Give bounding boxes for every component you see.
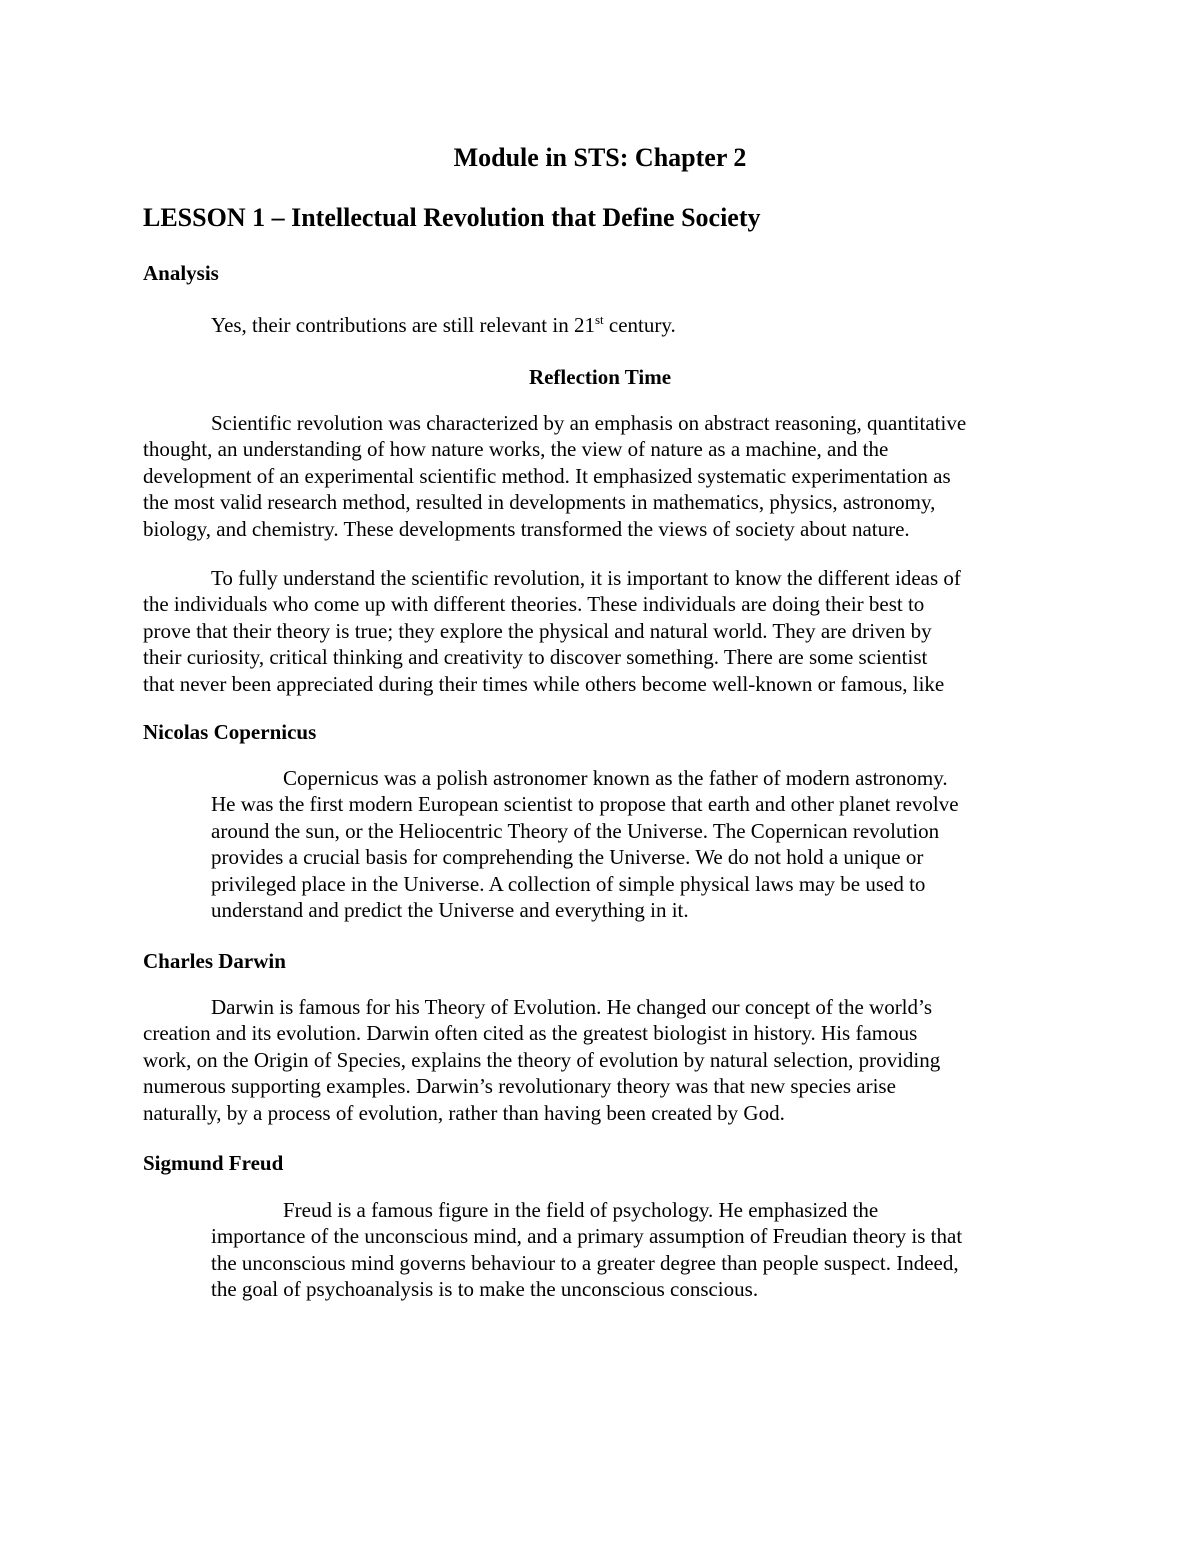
copernicus-heading: Nicolas Copernicus [143,720,317,744]
paragraph-line: the individuals who come up with different theories. These individuals are doing their best to [143,592,925,617]
paragraph-line: their curiosity, critical thinking and creativity to discover something. There are some scientist [143,645,928,670]
paragraph-line: numerous supporting examples. Darwin’s revolutionary theory was that new species arise [143,1074,896,1099]
paragraph-line: To fully understand the scientific revolution, it is important to know the different ideas of [211,566,961,590]
paragraph-line: privileged place in the Universe. A collection of simple physical laws may be used to [211,871,926,896]
freud-paragraph [211,1197,1063,1303]
darwin-paragraph [143,994,1063,1126]
paragraph-line: naturally, by a process of evolution, rather than having been created by God. [143,1100,785,1125]
paragraph-line: Scientific revolution was characterized by an emphasis on abstract reasoning, quantitative [211,411,967,435]
paragraph-line: development of an experimental scientific method. It emphasized systematic experimentation as [143,463,951,488]
paragraph-line: understand and predict the Universe and everything in it. [211,898,689,923]
paragraph-line: prove that their theory is true; they explore the physical and natural world. They are driven by [143,618,932,643]
darwin-heading: Charles Darwin [143,949,286,973]
paragraph-line: Copernicus was a polish astronomer known as the father of modern astronomy. [283,766,948,790]
paragraph-line: that never been appreciated during their times while others become well-known or famous, like [143,671,945,696]
reflection-paragraph-1 [143,410,1063,542]
document-title: Module in STS: Chapter 2 [453,143,747,172]
paragraph-line: around the sun, or the Heliocentric Theory of the Universe. The Copernican revolution [211,818,940,843]
paragraph-line: work, on the Origin of Species, explains the theory of evolution by natural selection, providing [143,1047,941,1072]
analysis-text-end: century. [603,313,676,337]
reflection-heading: Reflection Time [528,365,672,389]
paragraph-line: the unconscious mind governs behaviour to a greater degree than people suspect. Indeed, [211,1250,959,1275]
analysis-heading: Analysis [143,261,219,285]
analysis-text: Yes, their contributions are still relevant in 21 [211,313,595,337]
copernicus-paragraph [211,765,1063,923]
paragraph-line: thought, an understanding of how nature works, the view of nature as a machine, and the [143,437,889,462]
paragraph-line: the goal of psychoanalysis is to make the unconscious conscious. [211,1277,759,1302]
analysis-answer [211,312,676,338]
paragraph-line: He was the first modern European scientist to propose that earth and other planet revolve [211,792,959,817]
paragraph-line: Freud is a famous figure in the field of psychology. He emphasized the [283,1198,879,1222]
paragraph-line: Darwin is famous for his Theory of Evolution. He changed our concept of the world’s [211,995,933,1019]
freud-heading: Sigmund Freud [143,1151,284,1175]
paragraph-line: the most valid research method, resulted in developments in mathematics, physics, astronomy, [143,490,936,515]
paragraph-line: creation and its evolution. Darwin often cited as the greatest biologist in history. His famous [143,1021,918,1046]
paragraph-line: provides a crucial basis for comprehending the Universe. We do not hold a unique or [211,845,924,870]
paragraph-line: biology, and chemistry. These developments transformed the views of society about nature. [143,516,910,541]
reflection-paragraph-2 [143,565,1063,697]
analysis-superscript: st [594,312,604,327]
lesson-title: LESSON 1 – Intellectual Revolution that Define Society [143,203,761,232]
paragraph-line: importance of the unconscious mind, and a primary assumption of Freudian theory is that [211,1224,963,1249]
